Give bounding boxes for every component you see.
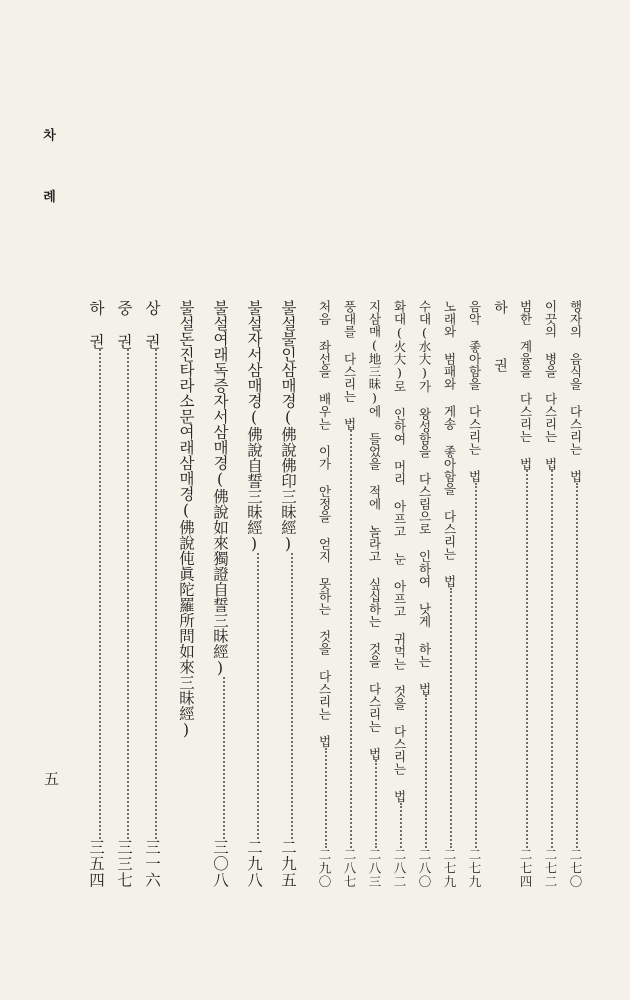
- toc-entry-title: 불설여래독증자서삼매경(佛說如來獨證自誓三昧經): [211, 300, 229, 677]
- dot-leader: [223, 677, 225, 839]
- toc-entry: [209, 300, 231, 888]
- toc-entry-title: 수대(水大)가 왕성함을 다스림으로 인하여 낫게 하는 법: [417, 300, 432, 695]
- dot-leader: [526, 470, 528, 848]
- toc-entry-title: 처음 좌선을 배우는 이가 안정을 얻지 못하는 것을 다스리는 법: [317, 300, 332, 748]
- dot-leader: [127, 349, 129, 839]
- dot-leader: [450, 588, 452, 848]
- page-number: 五: [44, 770, 60, 788]
- toc-entry-page: 二八三: [367, 847, 382, 888]
- toc-entry-page: 二七九: [442, 847, 457, 888]
- toc-entry: [315, 300, 333, 888]
- toc-entry-page: 二七九: [467, 847, 482, 888]
- toc-entry: [465, 300, 483, 888]
- toc-entry-page: 三〇八: [211, 838, 229, 888]
- toc-entry-title: 상 권: [143, 300, 161, 349]
- toc-entry-page: 三五四: [87, 838, 105, 888]
- toc-entry: [566, 300, 584, 888]
- toc-entry-page: 二九八: [245, 838, 263, 888]
- toc-entry: [390, 300, 408, 888]
- dot-leader: [375, 760, 377, 848]
- toc-entry-page: 三三七: [115, 838, 133, 888]
- dot-leader: [475, 483, 477, 848]
- toc-entry: [415, 300, 433, 888]
- dot-leader: [257, 553, 259, 839]
- toc-entry-title: 지삼매(地三昧)에 들었을 적에 놀라고 싶십하는 것을 다스리는 법: [367, 300, 382, 760]
- toc-entry-page: 二九〇: [317, 847, 332, 888]
- dot-leader: [551, 470, 553, 848]
- dot-leader: [400, 803, 402, 848]
- dot-leader: [99, 349, 101, 839]
- running-head: 차 례: [40, 128, 55, 225]
- toc-entry: [277, 300, 299, 888]
- toc-entry-title: 하 권: [87, 300, 105, 349]
- toc-entry-page: 三一六: [143, 838, 161, 888]
- toc-entry-title: 불설불인삼매경(佛說佛印三昧經): [279, 300, 297, 553]
- toc-entry: [440, 300, 458, 888]
- toc-entry-title: 음악 좋아함을 다스리는 법: [467, 300, 482, 483]
- toc-entry-page: 二八七: [342, 847, 357, 888]
- toc-entry-title: 이끗의 병을 다스리는 법: [543, 300, 558, 470]
- toc-entry-title: 풍대를 다스리는 법: [342, 300, 357, 430]
- toc-entry-page: 二九五: [279, 838, 297, 888]
- toc-entry-page: 二七〇: [568, 847, 583, 888]
- section-heading: 하 권: [492, 300, 508, 386]
- dot-leader: [325, 748, 327, 848]
- toc-entry-page: 二七二: [543, 847, 558, 888]
- toc-entry-title: 불설자서삼매경(佛說自誓三昧經): [245, 300, 263, 553]
- toc-entry: [141, 300, 163, 888]
- toc-entry: [243, 300, 265, 888]
- toc-entry: [175, 300, 197, 888]
- toc-entry: [541, 300, 559, 888]
- toc-entry: [113, 300, 135, 888]
- dot-leader: [350, 430, 352, 848]
- toc-entry-page: 二七四: [518, 847, 533, 888]
- toc-entry: [365, 300, 383, 888]
- toc-entry-title: 불설돈진타라소문여래삼매경(佛說伅眞陀羅所問如來三昧經): [177, 300, 195, 739]
- toc-entry-title: 중 권: [115, 300, 133, 349]
- dot-leader: [291, 553, 293, 839]
- toc-entry-page: 二八二: [392, 847, 407, 888]
- toc-entry-title: 범한 계율을 다스리는 법: [518, 300, 533, 470]
- dot-leader: [425, 695, 427, 848]
- dot-leader: [155, 349, 157, 839]
- toc-entry: [516, 300, 534, 888]
- toc-entry-title: 노래와 범패와 게송 좋아함을 다스리는 법: [442, 300, 457, 588]
- toc-entry-title: 화대(火大)로 인하여 머리 아프고 눈 아프고 귀먹는 것을 다스리는 법: [392, 300, 407, 803]
- toc-entry: [340, 300, 358, 888]
- toc-entry-page: 二八〇: [417, 847, 432, 888]
- dot-leader: [576, 483, 578, 848]
- toc-entry-title: 행자의 음식을 다스리는 법: [568, 300, 583, 483]
- toc-entry: [85, 300, 107, 888]
